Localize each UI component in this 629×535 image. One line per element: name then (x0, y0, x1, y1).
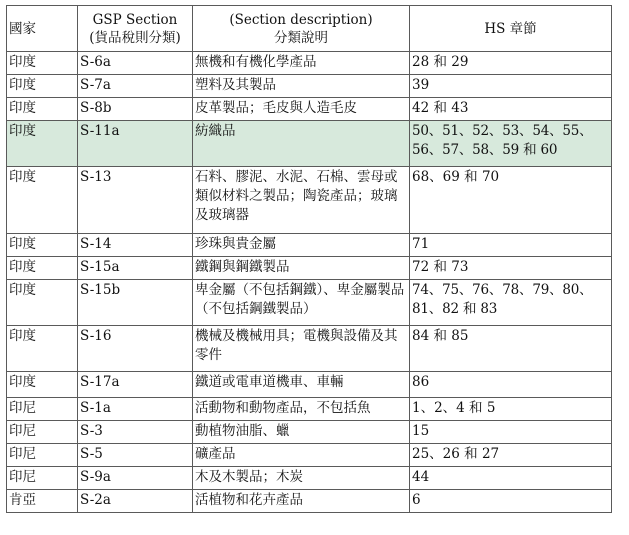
cell-desc: 鐵道或電車道機車、車輛 (193, 372, 410, 398)
table-row (7, 398, 612, 421)
header-row (7, 6, 612, 52)
cell-hs: 28 和 29 (410, 52, 612, 75)
table-row-highlighted (7, 121, 612, 167)
table-row (7, 421, 612, 444)
cell-hs: 71 (410, 234, 612, 257)
cell-desc: 皮革製品；毛皮與人造毛皮 (193, 98, 410, 121)
cell-gsp: S-6a (78, 52, 193, 75)
cell-desc: 木及木製品；木炭 (193, 467, 410, 490)
cell-hs: 84 和 85 (410, 326, 612, 372)
cell-desc: 動植物油脂、蠟 (193, 421, 410, 444)
cell-hs: 1、2、4 和 5 (410, 398, 612, 421)
cell-country: 印度 (7, 280, 78, 326)
cell-gsp: S-15b (78, 280, 193, 326)
gsp-sections-table (6, 5, 612, 513)
cell-country: 印度 (7, 75, 78, 98)
cell-country: 印度 (7, 326, 78, 372)
cell-desc: 活動物和動物產品，不包括魚 (193, 398, 410, 421)
header-desc-line1: (Section description) (229, 12, 373, 28)
table-row (7, 234, 612, 257)
cell-desc: 石料、膠泥、水泥、石棉、雲母或類似材料之製品；陶瓷產品；玻璃及玻璃器 (193, 167, 410, 234)
cell-desc: 機械及機械用具；電機與設備及其零件 (193, 326, 410, 372)
table-row (7, 444, 612, 467)
cell-gsp: S-1a (78, 398, 193, 421)
cell-gsp: S-5 (78, 444, 193, 467)
header-country: 國家 (7, 6, 78, 52)
cell-hs: 15 (410, 421, 612, 444)
cell-gsp: S-14 (78, 234, 193, 257)
cell-country: 印度 (7, 257, 78, 280)
cell-hs: 50、51、52、53、54、55、56、57、58、59 和 60 (410, 121, 612, 167)
cell-country: 印度 (7, 234, 78, 257)
header-gsp-line1: GSP Section (92, 12, 178, 28)
cell-desc: 珍珠與貴金屬 (193, 234, 410, 257)
cell-gsp: S-17a (78, 372, 193, 398)
cell-country: 印尼 (7, 444, 78, 467)
header-description (193, 6, 410, 52)
cell-desc: 卑金屬（不包括鋼鐵）、卑金屬製品（不包括鋼鐵製品） (193, 280, 410, 326)
cell-desc: 無機和有機化學產品 (193, 52, 410, 75)
cell-hs: 72 和 73 (410, 257, 612, 280)
cell-hs: 25、26 和 27 (410, 444, 612, 467)
cell-desc: 活植物和花卉產品 (193, 490, 410, 513)
cell-hs: 44 (410, 467, 612, 490)
cell-desc: 礦產品 (193, 444, 410, 467)
table-row (7, 98, 612, 121)
cell-hs: 74、75、76、78、79、80、81、82 和 83 (410, 280, 612, 326)
table-row (7, 257, 612, 280)
cell-gsp: S-15a (78, 257, 193, 280)
cell-gsp: S-7a (78, 75, 193, 98)
cell-country: 肯亞 (7, 490, 78, 513)
cell-gsp: S-16 (78, 326, 193, 372)
table-row (7, 52, 612, 75)
cell-country: 印度 (7, 98, 78, 121)
table-row (7, 372, 612, 398)
cell-gsp: S-8b (78, 98, 193, 121)
cell-hs: 6 (410, 490, 612, 513)
header-gsp-section (78, 6, 193, 52)
cell-hs: 39 (410, 75, 612, 98)
cell-hs: 68、69 和 70 (410, 167, 612, 234)
cell-gsp: S-9a (78, 467, 193, 490)
header-desc-line2: 分類說明 (274, 30, 328, 46)
cell-country: 印度 (7, 121, 78, 167)
cell-country: 印度 (7, 372, 78, 398)
cell-country: 印度 (7, 167, 78, 234)
table-row (7, 490, 612, 513)
cell-gsp: S-13 (78, 167, 193, 234)
cell-gsp: S-2a (78, 490, 193, 513)
header-gsp-line2: (貨品稅則分類) (89, 30, 181, 46)
cell-gsp: S-11a (78, 121, 193, 167)
table-row (7, 75, 612, 98)
table-row (7, 280, 612, 326)
cell-hs: 42 和 43 (410, 98, 612, 121)
cell-country: 印度 (7, 52, 78, 75)
cell-desc: 鐵鋼與鋼鐵製品 (193, 257, 410, 280)
cell-country: 印尼 (7, 467, 78, 490)
cell-desc: 塑料及其製品 (193, 75, 410, 98)
cell-desc: 紡織品 (193, 121, 410, 167)
cell-country: 印尼 (7, 398, 78, 421)
cell-gsp: S-3 (78, 421, 193, 444)
cell-hs: 86 (410, 372, 612, 398)
header-hs-chapters: HS 章節 (410, 6, 612, 52)
table-row (7, 167, 612, 234)
cell-country: 印尼 (7, 421, 78, 444)
table-row (7, 467, 612, 490)
table-row (7, 326, 612, 372)
